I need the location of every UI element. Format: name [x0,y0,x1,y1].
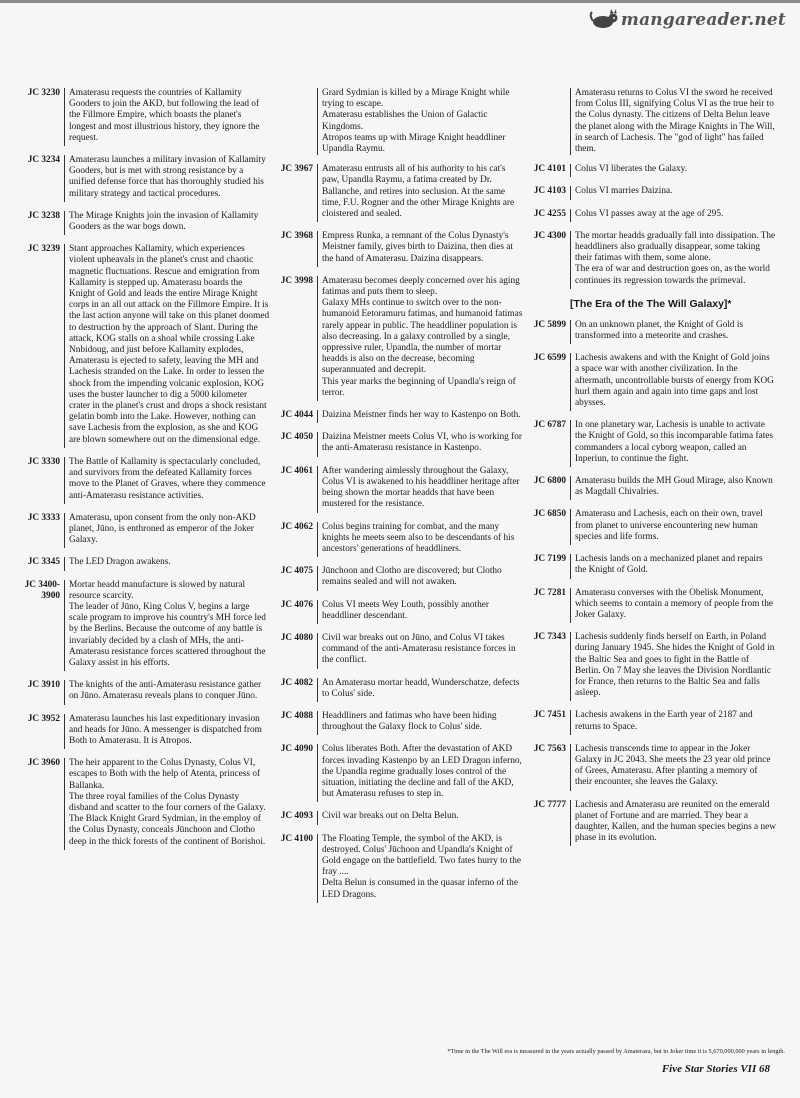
entry-year: JC 3238 [27,210,60,221]
entry-text: The LED Dragon awakens. [64,557,270,570]
timeline-entry [22,557,270,570]
entry-year: JC 4255 [533,208,566,219]
entry-text: Colus VI marries Daizina. [570,186,776,199]
timeline-entry [22,155,270,202]
entry-year: JC 3230 [27,88,60,98]
timeline-entry [528,209,776,222]
timeline-entry [275,834,523,903]
entry-text: The knights of the anti-Amaterasu resistance gather on Jūno. Amaterasu reveals plans to conquer Jūno. [64,680,270,704]
entry-text: An Amaterasu mortar headd, Wunderschatze, defects to Colus' side. [317,678,523,702]
timeline-column-2-entries [275,164,523,903]
timeline-entry [528,632,776,701]
entry-year: JC 3960 [27,758,60,769]
entry-text: Jūnchoon and Clotho are discovered; but Clotho remains sealed and will not awaken. [317,566,523,590]
timeline-column-1 [22,88,270,859]
entry-year: JC 4103 [533,186,566,197]
entry-year: JC 4076 [280,599,313,610]
timeline-column-3-entries-a [528,164,776,289]
timeline-entry [275,466,523,513]
entry-year: JC 4088 [280,710,313,721]
timeline-entry [275,811,523,824]
entry-text: After wandering aimlessly throughout the Galaxy, Colus VI is awakened to his headdliner heritage after being shown the mortar headds that have been mustered for the resistance. [317,466,523,513]
entry-text: Daizina Meistner finds her way to Kastenpo on Both. [317,410,523,423]
entry-text: Amaterasu, upon consent from the only non-AKD planet, Jūno, is enthroned as emperor of the Joker Galaxy. [64,513,270,549]
entry-text: Lachesis awakens and with the Knight of Gold joins a space war with another civilization. In the aftermath, uncontrollable bursts of energy from KOG hurl them again and again into time gaps and lost abysses. [570,353,776,411]
entry-year: JC 4044 [280,410,313,421]
entry-text: The heir apparent to the Colus Dynasty, Colus VI, escapes to Both with the help of Atenta, princess of Ballanka. The three royal families of the Colus Dynasty disband and scatter to the four corners of the Galaxy. The Black Knight Grard Sydmian, in the employ of the Colus Dynasty, conceals Jūnchoon and Clotho deep in the thick forests of the continent of Borishoi. [64,758,270,850]
entry-text: Civil war breaks out on Delta Belun. [317,811,523,824]
entry-year: JC 3998 [280,275,313,286]
entry-year: JC 6787 [533,420,566,431]
timeline-entry [528,588,776,624]
cat-logo-icon [589,9,619,31]
entry-year: JC 6850 [533,509,566,520]
entry-year: JC 4101 [533,164,566,175]
timeline-entry [528,554,776,578]
timeline-entry [528,800,776,847]
entry-text: Stant approaches Kallamity, which experiences violent upheavals in the planet's crust and chaotic magnetic fluctuations. Rescue and emigration from Kallamity is stepped up. Amaterasu boards the Knight of Gold and leads the entire Mirage Knight corps in an all out attack on the Fillmore Empire. It is the last action anyone will take on this planet doomed to destruction by the approach of Slant. During the attack, KOG stalls on a shoal while crossing Lake Nnbidoug, and just before Kallamity explodes, Amaterasu is ejected to safety, leaving the MH and Lachesis stranded on the Lake. In order to lessen the shock from the impending volcanic explosion, KOG uses the buster launcher to dig a 5000 kilometer crater in the planet's crust and drops a shock resistant gelatin bomb into the Lake. However, nothing can save Lachesis from the explosion, as she and KOG are blown somewhere out on the dimensional edge. [64,244,270,448]
entry-text: Lachesis transcends time to appear in the Joker Galaxy in JC 2043. She meets the 23 year old prince of Grees, Amaterasu. After planting a memory of their encounter, she leaves the Galaxy. [570,744,776,791]
entry-year: JC 3968 [280,231,313,242]
entry-year: JC 4100 [280,833,313,844]
entry-year: JC 4075 [280,566,313,577]
entry-text: Lachesis lands on a mechanized planet and repairs the Knight of Gold. [570,554,776,578]
entry-text: Amaterasu builds the MH Goud Mirage, also Known as Magdall Chivalries. [570,476,776,500]
entry-text: The Floating Temple, the symbol of the AKD, is destroyed. Colus' Jūchoon and Upandla's Knight of Gold engage on the battlefield. Two fates hurry to the fray .... Delta Belun is consumed in the quasar inferno of the LED Dragons. [317,834,523,903]
entry-year: JC 7777 [533,799,566,810]
timeline-entry [528,186,776,199]
entry-year: JC 6800 [533,476,566,487]
entry-text: Colus VI liberates the Galaxy. [570,164,776,177]
entry-text: Lachesis and Amaterasu are reunited on the emerald planet of Fortune and are married. They bear a daughter, Kallen, and the human species begins a new phase in its evolution. [570,800,776,847]
entry-year: JC 4082 [280,677,313,688]
entry-year: JC 3910 [27,680,60,691]
timeline-entry [22,714,270,750]
entry-text: Mortar headd manufacture is slowed by natural resource scarcity. The leader of Jūno, King Colus V, begins a large scale program to improve his country's MH force led by the Berlins. Because the outcome of any battle is invariably decided by a clash of MHs, the anti-Amaterasu resistance forces scattered throughout the Galaxy assist in his efforts. [64,580,270,672]
timeline-entry [275,566,523,590]
entry-text: On an unknown planet, the Knight of Gold is transformed into a meteorite and crashes. [570,320,776,344]
timeline-entry [22,580,270,672]
entry-year: JC 5899 [533,319,566,330]
timeline-entry [528,476,776,500]
timeline-entry [275,522,523,558]
entry-text: Daizina Meistner meets Colus VI, who is working for the anti-Amaterasu resistance in Kastenpo. [317,432,523,456]
watermark-text: mangareader.net [620,10,786,30]
entry-text: Amaterasu entrusts all of his authority to his cat's paw, Upandla Raymu, a fatima created by Dr. Ballanche, and retires into seclusion. At the same time, F.U. Rogner and the other Mirage Knights are cloistered and sealed. [317,164,523,222]
footnote: *Time in the The Will era is measured in the years actually passed by Amaterasu, but in Joker time it is 5,670,000,000 years in length. [447,1048,785,1055]
entry-year: JC 3400- 3900 [24,579,60,601]
entry-text: The mortar headds gradually fall into dissipation. The headdliners also gradually disappear, some taking their fatimas with them, some alone. The era of war and destruction goes on, as the world continues its regression towards the primeval. [570,231,776,289]
entry-year: JC 3345 [27,557,60,568]
entry-text: Colus liberates Both. After the devastation of AKD forces invading Kastenpo by an LED Dragon inferno, the Upandla regime gradually loses control of the situation, initiating the decline and fall of the AKD, but Amaterasu refuses to step in. [317,744,523,802]
entry-text: Lachesis suddenly finds herself on Earth, in Poland during January 1945. She hides the Knight of Gold in the Baltic Sea and goes to fight in the Battle of Berlin. On 7 May she leaves the Division Nordlantic for France, then returns to the Baltic Sea and falls asleep. [570,632,776,701]
entry-year: JC 3234 [27,155,60,166]
timeline-entry [275,633,523,669]
timeline-column-3-entries-b [528,320,776,847]
timeline-entry [528,509,776,545]
entry-year: JC 6599 [533,353,566,364]
timeline-column-3 [528,88,776,855]
era-heading: [The Era of the The Will Galaxy]* [570,297,732,310]
entry-year: JC 7281 [533,587,566,598]
entry-year: JC 3967 [280,164,313,175]
entry-year: JC 3333 [27,512,60,523]
timeline-entry [275,410,523,423]
top-border [0,0,800,3]
timeline-entry [528,420,776,467]
timeline-entry [22,680,270,704]
entry-text: In one planetary war, Lachesis is unable to activate the Knight of Gold, so this incomparable fatima fates commanders a local cyborg weapon, called an Inperiun, to continue the fight. [570,420,776,467]
continued-entry: Amaterasu returns to Colus VI the sword he received from Colus III, signifying Colus VI as the true heir to the Colus dynasty. The citizens of Delta Belun leave the planet along with the Mirage Knights in The Will, in search of Lachesis. The "god of light" has failed them. [570,88,776,155]
entry-year: JC 7199 [533,554,566,565]
timeline-entry [275,744,523,802]
entry-year: JC 7451 [533,710,566,721]
entry-year: JC 4062 [280,521,313,532]
timeline-entry [275,164,523,222]
entry-text: Empress Runka, a remnant of the Colus Dynasty's Meistner family, gives birth to Daizina, then dies at the hand of Amaterasu. Daizina disappears. [317,231,523,267]
timeline-entry [528,164,776,177]
page-footer: Five Star Stories VII 68 [661,1063,770,1075]
timeline-entry [528,353,776,411]
entry-year: JC 4093 [280,811,313,822]
entry-year: JC 3952 [27,713,60,724]
entry-text: Civil war breaks out on Jūno, and Colus VI takes command of the anti-Amaterasu resistance forces in the conflict. [317,633,523,669]
timeline-entry [275,678,523,702]
timeline-entry [22,88,270,146]
entry-text: Amaterasu and Lachesis, each on their own, travel from planet to universe encountering new human species and life forms. [570,509,776,545]
timeline-entry [528,744,776,791]
entry-text: The Battle of Kallamity is spectacularly concluded, and survivors from the defeated Kallamity forces move to the Planet of Graves, where they commence anti-Amaterasu resistance activities. [64,457,270,504]
timeline-entry [22,457,270,504]
timeline-column-2 [275,88,523,912]
entry-text: Amaterasu requests the countries of Kallamity Gooders to join the AKD, but following the lead of the Fillmore Empire, which boasts the planet's longest and most illustrious history, they ignore the request. [64,88,270,146]
timeline-entry [275,432,523,456]
timeline-entry [528,710,776,734]
entry-year: JC 4300 [533,230,566,241]
watermark [589,6,786,34]
continued-entry: Grard Sydmian is killed by a Mirage Knight while trying to escape. Amaterasu establishes the Union of Galactic Kingdoms. Atropos teams up with Mirage Knight headdliner Upandla Raymu. [317,88,523,155]
entry-text: Colus begins training for combat, and the many knights he meets seem also to be descendants of his ancestors' generations of headdliners. [317,522,523,558]
timeline-entry [22,758,270,850]
timeline-entry [528,320,776,344]
entry-year: JC 4061 [280,465,313,476]
entry-year: JC 3330 [27,456,60,467]
timeline-entry [275,231,523,267]
timeline-entry [275,600,523,624]
entry-text: Amaterasu converses with the Obelisk Monument, which seems to contain a memory of people from the Joker Galaxy. [570,588,776,624]
entry-text: The Mirage Knights join the invasion of Kallamity Gooders as the war bogs down. [64,211,270,235]
entry-text: Colus VI meets Wey Louth, possibly another headdliner descendant. [317,600,523,624]
timeline-entry [528,231,776,289]
entry-text: Lachesis awakens in the Earth year of 2187 and returns to Space. [570,710,776,734]
entry-year: JC 7563 [533,743,566,754]
timeline-entry [22,244,270,448]
entry-text: Headdliners and fatimas who have been hiding throughout the Galaxy flock to Colus' side. [317,711,523,735]
entry-text: Colus VI passes away at the age of 295. [570,209,776,222]
entry-text: Amaterasu launches his last expeditionary invasion and heads for Jūno. A messenger is dispatched from Both to Amaterasu. It is Atropos. [64,714,270,750]
timeline-entry [275,276,523,401]
entry-text: Amaterasu becomes deeply concerned over his aging fatimas and puts them to sleep. Galaxy MHs continue to switch over to the non-humanoid Eetoramuru fatimas, and humanoid fatimas rarely appear in public. The headdliner population is also decreasing. In a galaxy controlled by a single, oppressive ruler, Upandla, the number of mortar headds is also on the decrease, becoming superannuated and decrepit. This year marks the beginning of Upandla's reign of terror. [317,276,523,401]
timeline-entry [22,211,270,235]
entry-text: Amaterasu launches a military invasion of Kallamity Gooders, but is met with strong resistance by a unified defense force that has thoroughly studied his military strategy and tactical procedures. [64,155,270,202]
entry-year: JC 7343 [533,632,566,643]
timeline-entry [275,711,523,735]
entry-year: JC 4080 [280,632,313,643]
entry-year: JC 3239 [27,244,60,255]
entry-year: JC 4090 [280,744,313,755]
timeline-entry [22,513,270,549]
entry-year: JC 4050 [280,432,313,443]
